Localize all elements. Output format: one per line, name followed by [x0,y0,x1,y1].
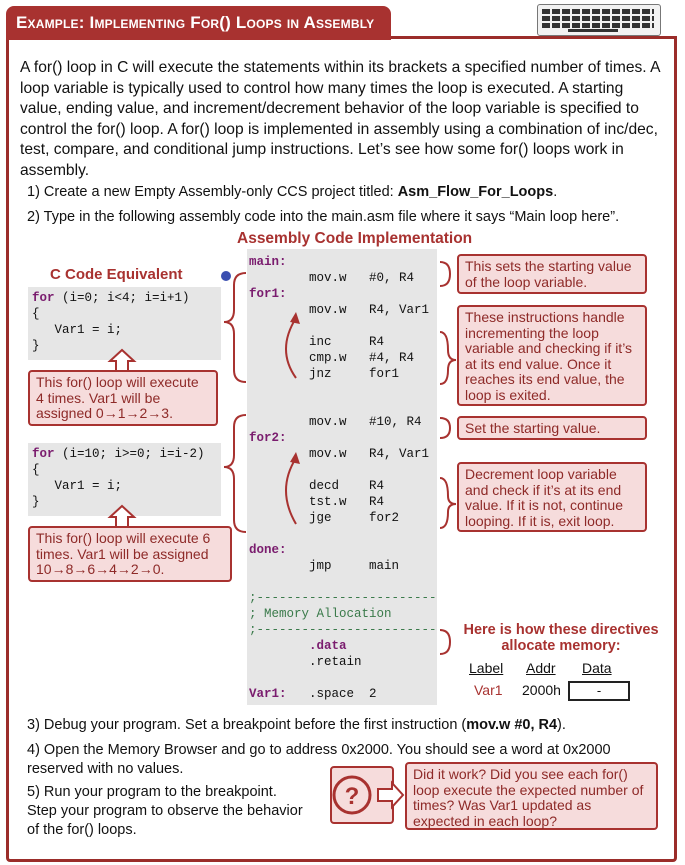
callout-question: Did it work? Did you see each for() loop execute the expected number of times? Was Var1 updated as expected in each loop? [405,762,658,830]
loop-arrow-1 [286,318,296,378]
brace-memory [440,630,450,654]
brace-for2 [224,415,246,532]
callout-decrement: Decrement loop variable and check if it’s at its end value. If it is not, continue looping. If it is, exit loop. [457,462,647,532]
callout-set-start: Set the starting value. [457,416,647,440]
up-arrow-2 [110,506,134,526]
up-arrow-1 [110,350,134,370]
step-4: 4) Open the Memory Browser and go to address 0x2000. You should see a word at 0x2000 reserved with no values. [27,742,611,777]
question-mark-glyph: ? [344,783,360,810]
callout-start-value: This sets the starting value of the loop variable. [457,254,647,294]
c-title: C Code Equivalent [50,266,183,283]
c-code-block-2: for (i=10; i>=0; i=i-2) { Var1 = i; } [28,443,221,516]
loop-arrow-2 [286,458,296,524]
callout-c2: This for() loop will execute 6 times. Var1 will be assigned 10→8→6→4→2→0. [28,526,232,582]
page-title: Example: Implementing For() Loops in Assembly [16,13,375,32]
intro-paragraph: A for() loop in C will execute the statements within its brackets a specified number of times. A loop variable is typically used to control how many times the loop is executed. A starting value, ending value, and increment/decrement behavior of the loop variable is specified to control the for() loop. A for() loop is implemented in assembly using a combination of inc/dec, test, compare, and conditional jump instructions. Let’s see how some for() loops work in assembly. [20,59,660,179]
brace-a1 [440,262,450,286]
callout-increment: These instructions handle incrementing the loop variable and checking if it’s at its end value. Once it reaches its end value, the loop is exited. [457,305,647,406]
brace-a4 [440,478,456,528]
breakpoint-dot [221,271,231,281]
step-3: 3) Debug your program. Set a breakpoint before the first instruction (mov.w #0, R4). [27,717,566,733]
table-cell-addr: 2000h [522,682,561,698]
brace-a3 [440,418,450,438]
asm-title: Assembly Code Implementation [237,230,473,247]
brace-a2 [440,332,456,384]
assembly-code-panel: main: mov.w #0, R4 for1: mov.w R4, Var1 inc R4 cmp.w #4, R4 jnz for1 mov.w #10, R4 for2: mov.w R4, Var1 decd R4 tst.w R4 jge for2 done: jmp main ;------------------------ ; Memory Allocation ;------------------------ .data .retain Var1: .space 2 [247,249,437,705]
c-code-block-1: for (i=0; i<4; i=i+1) { Var1 = i; } [28,287,221,360]
right-arrow [378,783,403,807]
step-2: 2) Type in the following assembly code into the main.asm file where it says “Main loop here”. [27,209,620,225]
step-5: 5) Run your program to the breakpoint. Step your program to observe the behavior of the for() loops. [27,784,303,838]
brace-for1 [224,273,246,382]
table-header-data: Data [582,660,612,676]
directives-title: Here is how these directives allocate memory: [463,622,659,654]
table-header-label: Label [469,660,504,676]
table-cell-label: Var1 [474,682,503,698]
table-header-addr: Addr [526,660,556,676]
step-1: 1) Create a new Empty Assembly-only CCS project titled: Asm_Flow_For_Loops. [27,184,558,200]
callout-c1: This for() loop will execute 4 times. Var1 will be assigned 0→1→2→3. [28,370,218,426]
loop-arrow-2-head [290,452,300,464]
table-cell-data: - [568,681,630,701]
loop-arrow-1-head [290,312,300,324]
